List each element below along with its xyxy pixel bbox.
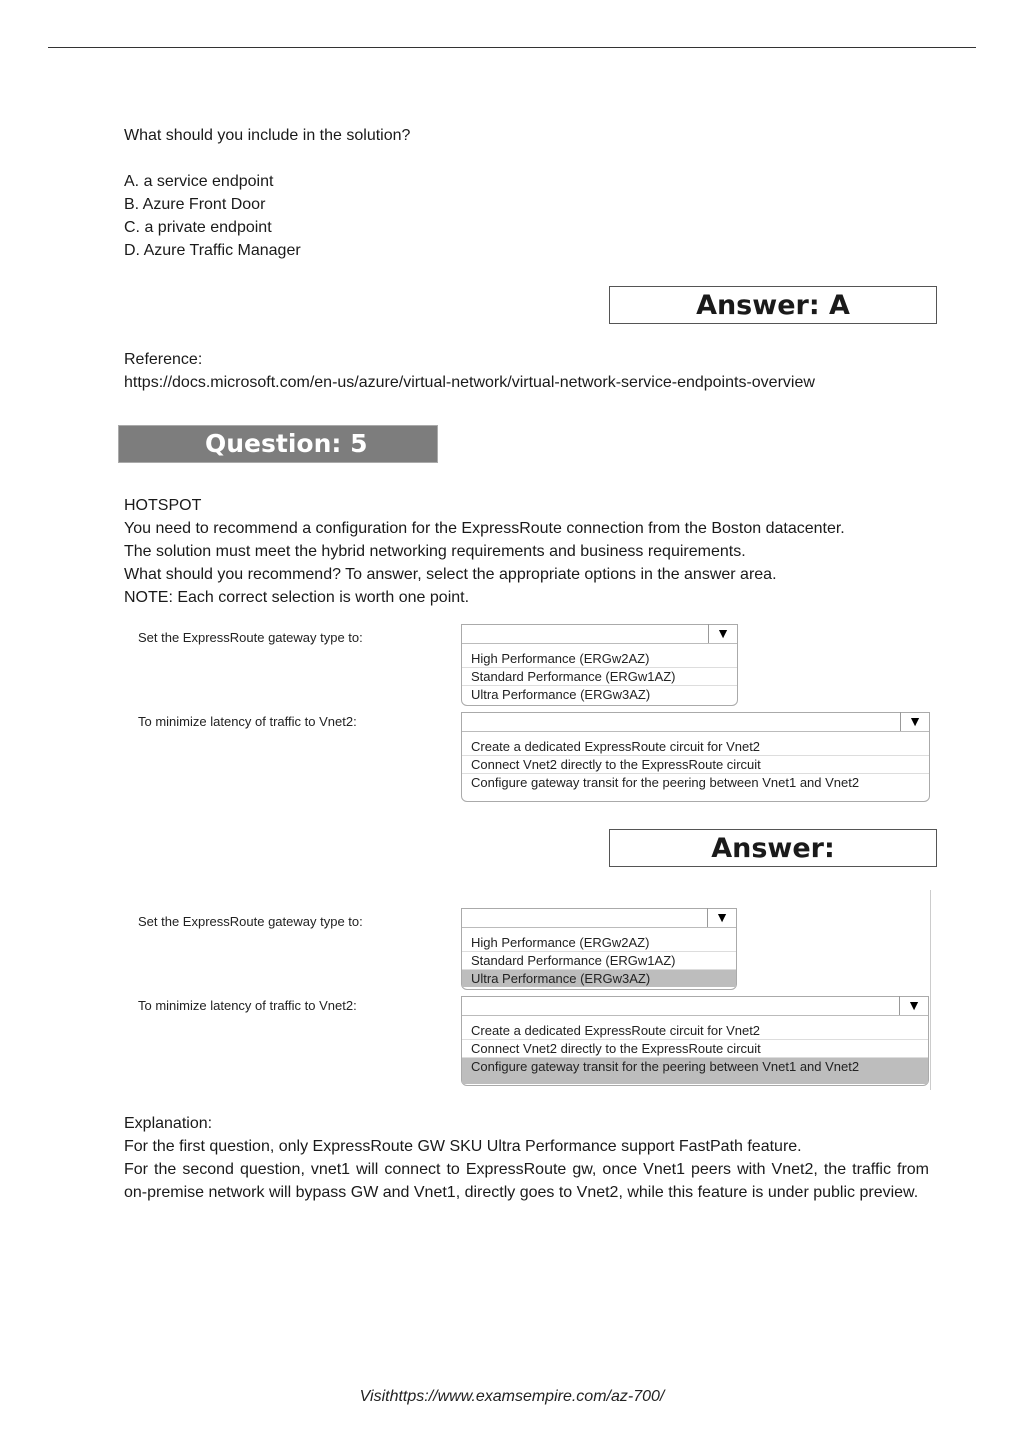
- dropdown-option[interactable]: Configure gateway transit for the peering between Vnet1 and Vnet2: [462, 773, 929, 791]
- option-d: D. Azure Traffic Manager: [124, 242, 301, 259]
- question-line-2: The solution must meet the hybrid networking requirements and business requirements.: [124, 543, 746, 560]
- answer-heading-box: Answer:: [609, 829, 937, 867]
- dropdown-option-selected[interactable]: Configure gateway transit for the peering between Vnet1 and Vnet2: [462, 1057, 928, 1084]
- latency-label: To minimize latency of traffic to Vnet2:: [138, 998, 357, 1013]
- option-a: A. a service endpoint: [124, 173, 274, 190]
- dropdown-option-selected[interactable]: Ultra Performance (ERGw3AZ): [462, 969, 736, 987]
- question-line-1: You need to recommend a configuration for the ExpressRoute connection from the Boston datacenter.: [124, 520, 845, 537]
- answer-box: Answer: A: [609, 286, 937, 324]
- gateway-type-answer-dropdown[interactable]: [461, 908, 737, 990]
- latency-answer-dropdown[interactable]: [461, 996, 929, 1086]
- reference-label: Reference:: [124, 351, 203, 368]
- dropdown-option[interactable]: Standard Performance (ERGw1AZ): [462, 951, 736, 969]
- option-b: B. Azure Front Door: [124, 196, 266, 213]
- gateway-type-label: Set the ExpressRoute gateway type to:: [138, 630, 363, 645]
- dropdown-arrow-icon[interactable]: ▼: [707, 908, 736, 927]
- question-prompt: What should you include in the solution?: [124, 127, 411, 144]
- dropdown-arrow-icon[interactable]: ▼: [708, 624, 737, 643]
- latency-dropdown[interactable]: [461, 712, 930, 802]
- dropdown-option[interactable]: Ultra Performance (ERGw3AZ): [462, 685, 737, 703]
- footer-link[interactable]: Visithttps://www.examsempire.com/az-700/: [359, 1388, 665, 1405]
- explanation-label: Explanation:: [124, 1115, 213, 1132]
- dropdown-option[interactable]: High Performance (ERGw2AZ): [471, 935, 650, 950]
- gateway-type-dropdown[interactable]: [461, 624, 738, 706]
- dropdown-header[interactable]: [462, 997, 928, 1016]
- gateway-type-label: Set the ExpressRoute gateway type to:: [138, 914, 363, 929]
- dropdown-arrow-icon[interactable]: ▼: [899, 996, 928, 1015]
- question-banner: Question: 5: [118, 425, 438, 463]
- dropdown-option[interactable]: Standard Performance (ERGw1AZ): [462, 667, 737, 685]
- header-rule: [48, 47, 976, 48]
- dropdown-option[interactable]: Connect Vnet2 directly to the ExpressRoute circuit: [462, 1039, 928, 1057]
- dropdown-header[interactable]: [462, 625, 737, 644]
- dropdown-header[interactable]: [462, 713, 929, 732]
- dropdown-option[interactable]: Create a dedicated ExpressRoute circuit for Vnet2: [471, 739, 761, 754]
- dropdown-option[interactable]: Connect Vnet2 directly to the ExpressRoute circuit: [462, 755, 929, 773]
- reference-link[interactable]: https://docs.microsoft.com/en-us/azure/virtual-network/virtual-network-service-endpoints-overview: [124, 374, 815, 391]
- dropdown-header[interactable]: [462, 909, 736, 928]
- explanation-paragraph-1: For the first question, only ExpressRoute GW SKU Ultra Performance support FastPath feature.: [124, 1138, 802, 1155]
- question-line-3: What should you recommend? To answer, select the appropriate options in the answer area.: [124, 566, 777, 583]
- dropdown-arrow-icon[interactable]: ▼: [900, 712, 929, 731]
- dropdown-option[interactable]: Create a dedicated ExpressRoute circuit for Vnet2: [471, 1023, 761, 1038]
- option-c: C. a private endpoint: [124, 219, 272, 236]
- explanation: [124, 1112, 929, 1204]
- hotspot-tag: HOTSPOT: [124, 497, 202, 514]
- latency-label: To minimize latency of traffic to Vnet2:: [138, 714, 357, 729]
- answer-divider: [930, 890, 931, 1090]
- question-note: NOTE: Each correct selection is worth one point.: [124, 589, 470, 606]
- explanation-paragraph-2: For the second question, vnet1 will connect to ExpressRoute gw, once Vnet1 peers with Vnet2, the traffic from on-premise network will bypass GW and Vnet1, directly goes to Vnet2, while this feature is under public preview.: [124, 1161, 929, 1201]
- dropdown-option[interactable]: High Performance (ERGw2AZ): [471, 651, 650, 666]
